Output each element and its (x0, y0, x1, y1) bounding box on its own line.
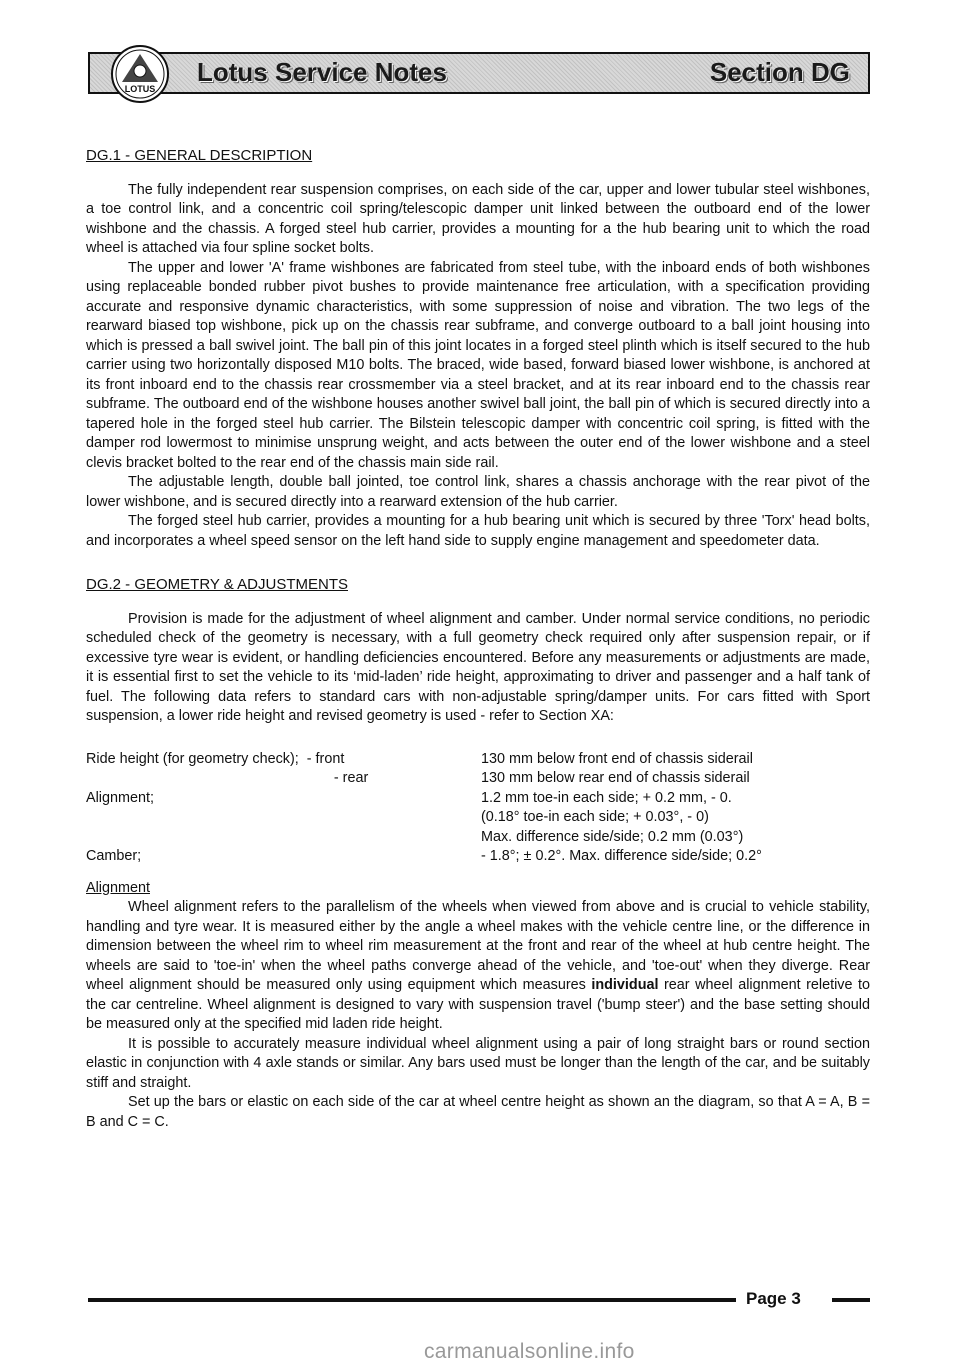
spec-value: - 1.8°; ± 0.2°. Max. difference side/side; 0.2° (481, 848, 762, 864)
geometry-spec-table (86, 750, 870, 867)
logo-text: LOTUS (124, 84, 156, 94)
spec-label: Camber; (86, 848, 142, 864)
spec-value: 130 mm below rear end of chassis siderail (481, 770, 750, 786)
paragraph: The forged steel hub carrier, provides a mounting for a hub bearing unit which is secured by three 'Torx' head bolts, and incorporates a wheel speed sensor on the left hand side to supply engine management and speedometer data. (86, 513, 870, 549)
header-section: Section DG (709, 57, 850, 87)
paragraph: The upper and lower 'A' frame wishbones are fabricated from steel tube, with the inboard ends of both wishbones using replaceable bonded rubber pivot bushes to provide maintenance free articulation, with a specification providing accurate and responsive dynamic characteristics, with some suppression of noise and vibration. The two legs of the rearward biased top wishbone, pick up on the chassis rear subframe, and converge outboard to a ball joint housing into which is pressed a ball swivel joint. The ball pin of this joint locates in a forged steel plinth which is itself secured to the hub carrier using two horizontally disposed M10 bolts. The braced, wide based, forward biased lower wishbone, is anchored at its front inboard end to the chassis rear crossmember via a steel bracket, and at its rear inboard end to the chassis rear subframe. The outboard end of the wishbone houses another swivel ball joint, the ball pin of which is secured directly into a tapered hole in the forged steel hub carrier. The Bilstein telescopic damper with concentric coil spring, is fitted with the damper rod lowermost to minimise unsprung weight, and acts between the outer end of the lower wishbone and a steel clevis bracket bolted to the rear end of the chassis main side rail. (86, 259, 870, 471)
alignment-heading: Alignment (86, 879, 150, 896)
spec-value: (0.18° toe-in each side; + 0.03°, - 0) (481, 809, 709, 825)
header-banner (88, 52, 870, 94)
paragraph: Provision is made for the adjustment of wheel alignment and camber. Under normal service conditions, no periodic scheduled check of the geometry is necessary, with a full geometry check required only after suspension repair, or if excessive tyre wear is evident, or handling deficiencies encountered. Before any measurements or adjustments are made, it is essential first to set the vehicle to its ‘mid-laden’ ride height, approximating to driver and passenger and a half tank of fuel. The following data refers to standard cars with non-adjustable spring/damper units. For cars fitted with Sport suspension, a lower ride height and revised geometry is used - refer to Section XA: (86, 610, 870, 724)
spec-label (86, 808, 481, 828)
spec-label: Ride height (for geometry check); - front (86, 750, 345, 767)
footer-rule (88, 1298, 736, 1302)
watermark: carmanualsonline.info (424, 1340, 635, 1363)
spec-value: Max. difference side/side; 0.2 mm (0.03°) (481, 828, 744, 845)
spec-value: 1.2 mm toe-in each side; + 0.2 mm, - 0. (481, 789, 732, 806)
alignment-emphasis: individual (591, 977, 659, 993)
alignment-text: Wheel alignment refers to the parallelism of the wheels when viewed from above and is crucial to vehicle stability, handling and tyre wear. It is measured either by the angle a wheel makes with the vehicle centre line, or the difference in dimension between the wheel rim to wheel rim measurement at the front and rear of the wheel at hub centre height. The wheels are said to 'toe-in' when the wheel paths converge ahead of the vehicle, and 'toe-out' when they diverge. Rear wheel alignment should be measured only using equipment which measures (86, 899, 870, 993)
header-title: Lotus Service Notes (197, 57, 447, 87)
paragraph: It is possible to accurately measure individual wheel alignment using a pair of long straight bars or round section elastic in conjunction with 4 axle stands or similar. Any bars used must be longer than the length of the car, and be suitably stiff and straight. (86, 1035, 870, 1091)
footer-rule-end (832, 1298, 870, 1302)
spec-label: - rear (86, 770, 369, 786)
spec-value: 130 mm below front end of chassis siderail (481, 750, 753, 767)
lotus-logo-icon (110, 44, 170, 104)
spec-label (86, 828, 481, 848)
document-body (86, 146, 870, 1132)
paragraph: The fully independent rear suspension comprises, on each side of the car, upper and lower tubular steel wishbones, a toe control link, and a concentric coil spring/telescopic damper unit linked between the outboard end of the lower wishbone and the chassis. A forged steel hub carrier, provides a mounting for a the hub bearing unit to which the road wheel is attached via four spline socket bolts. (86, 181, 870, 256)
spec-label: Alignment; (86, 789, 154, 806)
page-number: Page 3 (746, 1289, 801, 1308)
paragraph: The adjustable length, double ball jointed, toe control link, shares a chassis anchorage with the rear pivot of the lower wishbone, and is secured directly into a rearward extension of the hub carrier. (86, 474, 870, 510)
paragraph (86, 898, 870, 1035)
alignment-text: rear wheel alignment reletive to the car centreline. Wheel alignment is designed to vary with suspension travel ('bump steer') and the base setting should be measured only at the specified mid laden ride height. (86, 977, 870, 1032)
section-heading-dg2: DG.2 - GEOMETRY & ADJUSTMENTS (86, 576, 348, 593)
paragraph: Set up the bars or elastic on each side of the car at wheel centre height as shown an the diagram, so that A = A, B = B and C = C. (86, 1094, 870, 1130)
section-heading-dg1: DG.1 - GENERAL DESCRIPTION (86, 147, 313, 164)
